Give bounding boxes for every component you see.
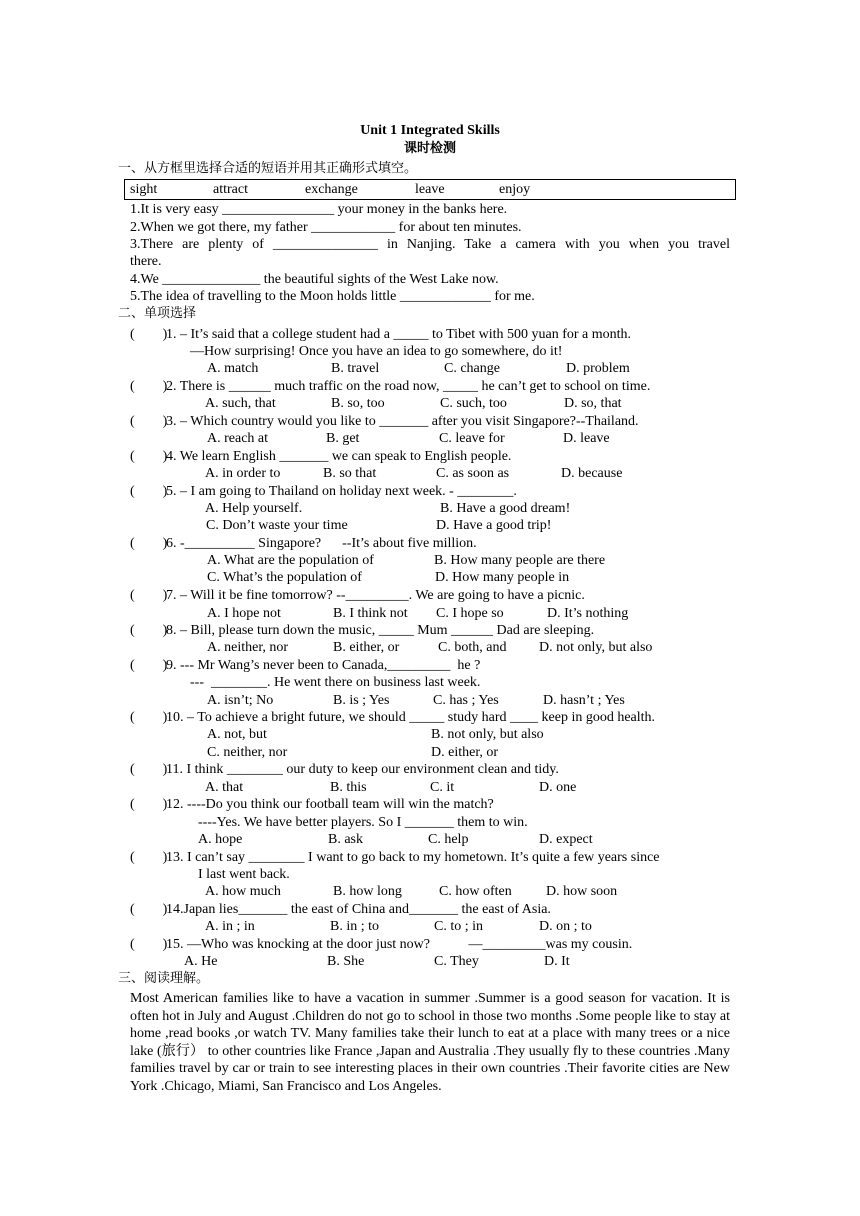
word-box <box>124 179 736 200</box>
option: C. both, and <box>438 640 507 655</box>
question-paren: ( ) <box>130 536 168 551</box>
option: A. isn’t; No <box>207 693 274 708</box>
question-1-stem: 1. – It’s said that a college student had a _____ to Tibet with 500 yuan for a month. <box>166 327 632 342</box>
option: B. not only, but also <box>431 727 544 742</box>
fill-question-3-cont: there. <box>130 254 162 269</box>
option: B. is ; Yes <box>333 693 390 708</box>
option: C. They <box>434 954 479 969</box>
option: D. one <box>539 780 577 795</box>
option: D. on ; to <box>539 919 592 934</box>
option: A. I hope not <box>207 606 281 621</box>
question-paren: ( ) <box>130 623 168 638</box>
option: C. to ; in <box>434 919 484 934</box>
option: A. match <box>207 361 259 376</box>
option: C. how often <box>439 884 512 899</box>
question-paren: ( ) <box>130 484 168 499</box>
option: C. has ; Yes <box>433 693 499 708</box>
question-13-stem: 13. I can’t say ________ I want to go back to my hometown. It’s quite a few years since <box>166 850 660 865</box>
question-7-stem: 7. – Will it be fine tomorrow? --_________. We are going to have a picnic. <box>166 588 585 603</box>
option: D. not only, but also <box>539 640 653 655</box>
page-subtitle: 课时检测 <box>403 141 456 156</box>
option: B. in ; to <box>330 919 380 934</box>
question-9-stem: 9. --- Mr Wang’s never been to Canada,_________ he ? <box>166 658 481 673</box>
question-9-stem-line-2: --- ________. He went there on business last week. <box>190 675 481 690</box>
option: A. Help yourself. <box>205 501 303 516</box>
question-paren: ( ) <box>130 327 168 342</box>
question-paren: ( ) <box>130 762 168 777</box>
fill-question-3: 3.There are plenty of _______________ in Nanjing. Take a camera with you when you travel <box>130 237 730 252</box>
option: D. It’s nothing <box>547 606 629 621</box>
option: B. this <box>330 780 367 795</box>
question-10-stem: 10. – To achieve a bright future, we should _____ study hard ____ keep in good health. <box>166 710 656 725</box>
question-paren: ( ) <box>130 658 168 673</box>
fill-question-4: 4.We ______________ the beautiful sights of the West Lake now. <box>130 272 499 287</box>
question-paren: ( ) <box>130 588 168 603</box>
option: C. it <box>430 780 455 795</box>
word-box-item: leave <box>415 182 445 197</box>
option: B. either, or <box>333 640 400 655</box>
reading-passage: Most American families like to have a vacation in summer .Summer is a good season for vacation. It is often hot in July and August .Children do not go to school in those two months .Some people like to stay at home ,read books ,or watch TV. Many families take their lunch to eat at a place with many trees or a nice lake (旅行） to other countries like France ,Japan and Australia .They usually fly to these countries .Many families travel by car or train to see interesting places in their own countries .Their favorite cities are New York .Chicago, Miami, San Francisco and Los Angeles. <box>130 991 731 1094</box>
option: A. He <box>184 954 218 969</box>
question-8-stem: 8. – Bill, please turn down the music, _____ Mum ______ Dad are sleeping. <box>166 623 595 638</box>
fill-question-1: 1.It is very easy ________________ your money in the banks here. <box>130 202 508 217</box>
question-5-stem: 5. – I am going to Thailand on holiday next week. - ________. <box>166 484 517 499</box>
option: D. either, or <box>431 745 499 760</box>
option: D. hasn’t ; Yes <box>543 693 625 708</box>
option: D. expect <box>539 832 593 847</box>
word-box-item: sight <box>130 182 158 197</box>
option: C. neither, nor <box>207 745 288 760</box>
question-paren: ( ) <box>130 902 168 917</box>
option: D. problem <box>566 361 630 376</box>
question-14-stem: 14.Japan lies_______ the east of China and_______ the east of Asia. <box>166 902 551 917</box>
option: A. that <box>205 780 244 795</box>
option: A. reach at <box>207 431 269 446</box>
question-paren: ( ) <box>130 710 168 725</box>
fill-question-5: 5.The idea of travelling to the Moon holds little _____________ for me. <box>130 289 535 304</box>
option: B. She <box>327 954 365 969</box>
question-4-stem: 4. We learn English _______ we can speak to English people. <box>166 449 512 464</box>
option: B. get <box>326 431 360 446</box>
question-12-stem: 12. ----Do you think our football team will win the match? <box>166 797 494 812</box>
option: C. change <box>444 361 500 376</box>
option: A. how much <box>205 884 281 899</box>
question-11-stem: 11. I think ________ our duty to keep our environment clean and tidy. <box>166 762 559 777</box>
option: D. leave <box>563 431 610 446</box>
option: C. Don’t waste your time <box>206 518 348 533</box>
word-box-item: exchange <box>305 182 358 197</box>
option: B. How many people are there <box>434 553 606 568</box>
option: D. Have a good trip! <box>436 518 552 533</box>
option: A. hope <box>198 832 243 847</box>
option: B. travel <box>331 361 380 376</box>
question-15-stem: 15. —Who was knocking at the door just now? —_________was my cousin. <box>166 937 633 952</box>
question-paren: ( ) <box>130 937 168 952</box>
section-2-heading: 二、单项选择 <box>118 306 197 321</box>
option: A. What are the population of <box>207 553 374 568</box>
question-paren: ( ) <box>130 797 168 812</box>
word-box-item: attract <box>213 182 248 197</box>
option: C. leave for <box>439 431 505 446</box>
option: A. such, that <box>205 396 276 411</box>
question-paren: ( ) <box>130 379 168 394</box>
question-paren: ( ) <box>130 449 168 464</box>
option: D. how soon <box>546 884 618 899</box>
section-1-heading: 一、从方框里选择合适的短语并用其正确形式填空。 <box>118 161 418 176</box>
option: D. because <box>561 466 623 481</box>
option: C. What’s the population of <box>207 570 362 585</box>
fill-question-2: 2.When we got there, my father ____________ for about ten minutes. <box>130 220 522 235</box>
option: B. so, too <box>331 396 385 411</box>
option: B. Have a good dream! <box>440 501 571 516</box>
question-3-stem: 3. – Which country would you like to _______ after you visit Singapore?--Thailand. <box>166 414 639 429</box>
option: B. ask <box>328 832 363 847</box>
question-12-stem-line-2: ----Yes. We have better players. So I _______ them to win. <box>198 815 528 830</box>
question-2-stem: 2. There is ______ much traffic on the road now, _____ he can’t get to school on time. <box>166 379 651 394</box>
option: C. as soon as <box>436 466 510 481</box>
option: A. not, but <box>207 727 267 742</box>
question-paren: ( ) <box>130 414 168 429</box>
option: A. in ; in <box>205 919 255 934</box>
option: D. so, that <box>564 396 622 411</box>
option: C. such, too <box>440 396 507 411</box>
option: B. how long <box>333 884 402 899</box>
question-paren: ( ) <box>130 850 168 865</box>
question-1-stem-line-2: —How surprising! Once you have an idea to go somewhere, do it! <box>190 344 563 359</box>
option: D. How many people in <box>435 570 570 585</box>
question-6-stem: 6. -__________ Singapore? --It’s about five million. <box>166 536 477 551</box>
option: A. in order to <box>205 466 281 481</box>
option: B. I think not <box>333 606 408 621</box>
option: D. It <box>544 954 570 969</box>
option: A. neither, nor <box>207 640 289 655</box>
unit-title: Unit 1 Integrated Skills <box>360 123 500 138</box>
word-box-item: enjoy <box>499 182 531 197</box>
question-13-stem-line-2: I last went back. <box>198 867 290 882</box>
option: C. help <box>428 832 469 847</box>
option: B. so that <box>323 466 377 481</box>
section-3-heading: 三、阅读理解。 <box>118 971 210 986</box>
option: C. I hope so <box>436 606 504 621</box>
